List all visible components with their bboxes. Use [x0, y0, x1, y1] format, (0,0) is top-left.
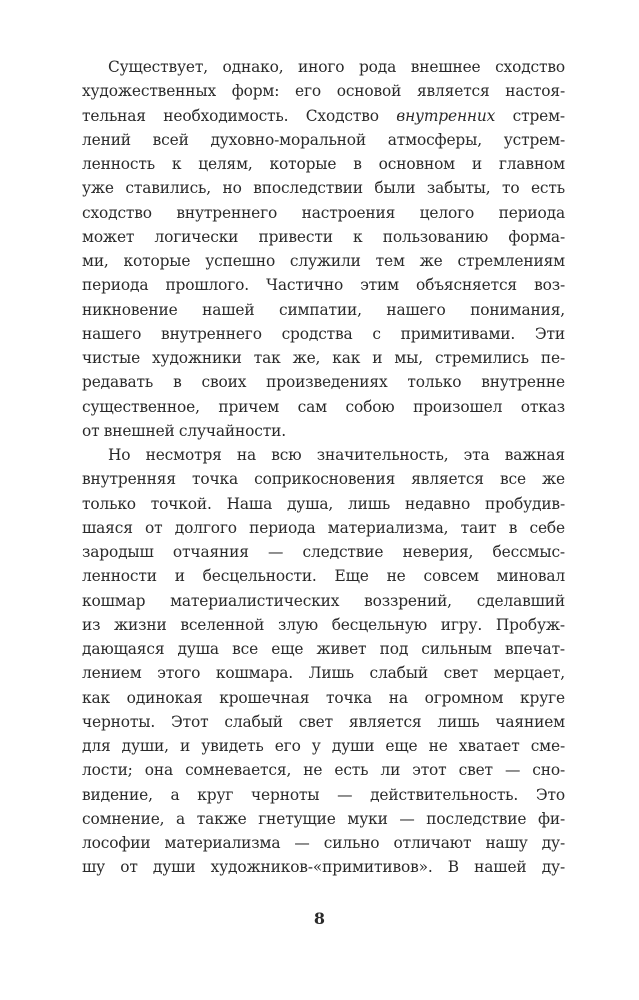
- text-line: кошмар материалистических воззрений, сделавший: [82, 591, 565, 610]
- text-line: ми, которые успешно служили тем же стремлениям: [82, 252, 565, 270]
- text-line: шу от души художников-«примитивов». В нашей ду-: [82, 858, 565, 877]
- text-line: из жизни вселенной злую бесцельную игру. Пробуж-: [82, 615, 565, 634]
- paragraph-2: [82, 443, 565, 880]
- text-line: зародыш отчаяния — следствие неверия, бессмыс-: [82, 543, 565, 561]
- text-line: Существует, однако, иного рода внешнее сходство: [108, 58, 565, 76]
- text-line: существенное, причем сам собою произошел отказ: [82, 397, 565, 416]
- text-line: периода прошлого. Частично этим объясняется воз-: [82, 276, 565, 295]
- paragraph-1: [82, 55, 565, 443]
- text-line: тельная необходимость. Сходство внутренних стрем-: [82, 106, 565, 125]
- text-line: только точкой. Наша душа, лишь недавно пробудив-: [82, 494, 565, 513]
- text-line: от внешней случайности.: [82, 421, 286, 440]
- book-page-text: [82, 55, 565, 880]
- text-line: нашего внутреннего сродства с примитивами. Эти: [82, 324, 565, 343]
- text-line: сходство внутреннего настроения целого периода: [82, 203, 565, 222]
- text-line: лений всей духовно-моральной атмосферы, устрем-: [82, 130, 565, 149]
- text-line: сомнение, а также гнетущие муки — последствие фи-: [82, 809, 565, 828]
- text-line: никновение нашей симпатии, нашего понимания,: [82, 300, 565, 319]
- text-line: как одинокая крошечная точка на огромном круге: [82, 688, 565, 707]
- text-line: видение, а круг черноты — действительность. Это: [82, 785, 565, 804]
- text-line: дающаяся душа все еще живет под сильным впечат-: [82, 640, 565, 658]
- text-line: лением этого кошмара. Лишь слабый свет мерцает,: [82, 664, 565, 683]
- text-line: может логически привести к пользованию форма-: [82, 227, 565, 246]
- text-line: чистые художники так же, как и мы, стремились пе-: [82, 349, 565, 367]
- page-number: 8: [313, 909, 326, 928]
- text-line: художественных форм: его основой является настоя-: [82, 82, 565, 101]
- text-line: Но несмотря на всю значительность, эта важная: [108, 446, 565, 464]
- text-line: для души, и увидеть его у души еще не хватает сме-: [82, 737, 565, 755]
- text-line: уже ставились, но впоследствии были забыты, то есть: [82, 179, 565, 198]
- emphasized-word: внутренних: [396, 106, 496, 125]
- text-line: черноты. Этот слабый свет является лишь чаянием: [82, 712, 565, 731]
- text-line: лости; она сомневается, не есть ли этот свет — сно-: [82, 761, 565, 780]
- text-line: ленности и бесцельности. Еще не совсем миновал: [82, 567, 565, 586]
- text-line: шаяся от долгого периода материализма, таит в себе: [82, 518, 565, 537]
- text-line: лософии материализма — сильно отличают нашу ду-: [82, 834, 565, 852]
- text-line: внутренняя точка соприкосновения является все же: [82, 470, 565, 489]
- text-line: редавать в своих произведениях только внутренне: [82, 373, 565, 392]
- text-line: ленность к целям, которые в основном и главном: [82, 155, 565, 173]
